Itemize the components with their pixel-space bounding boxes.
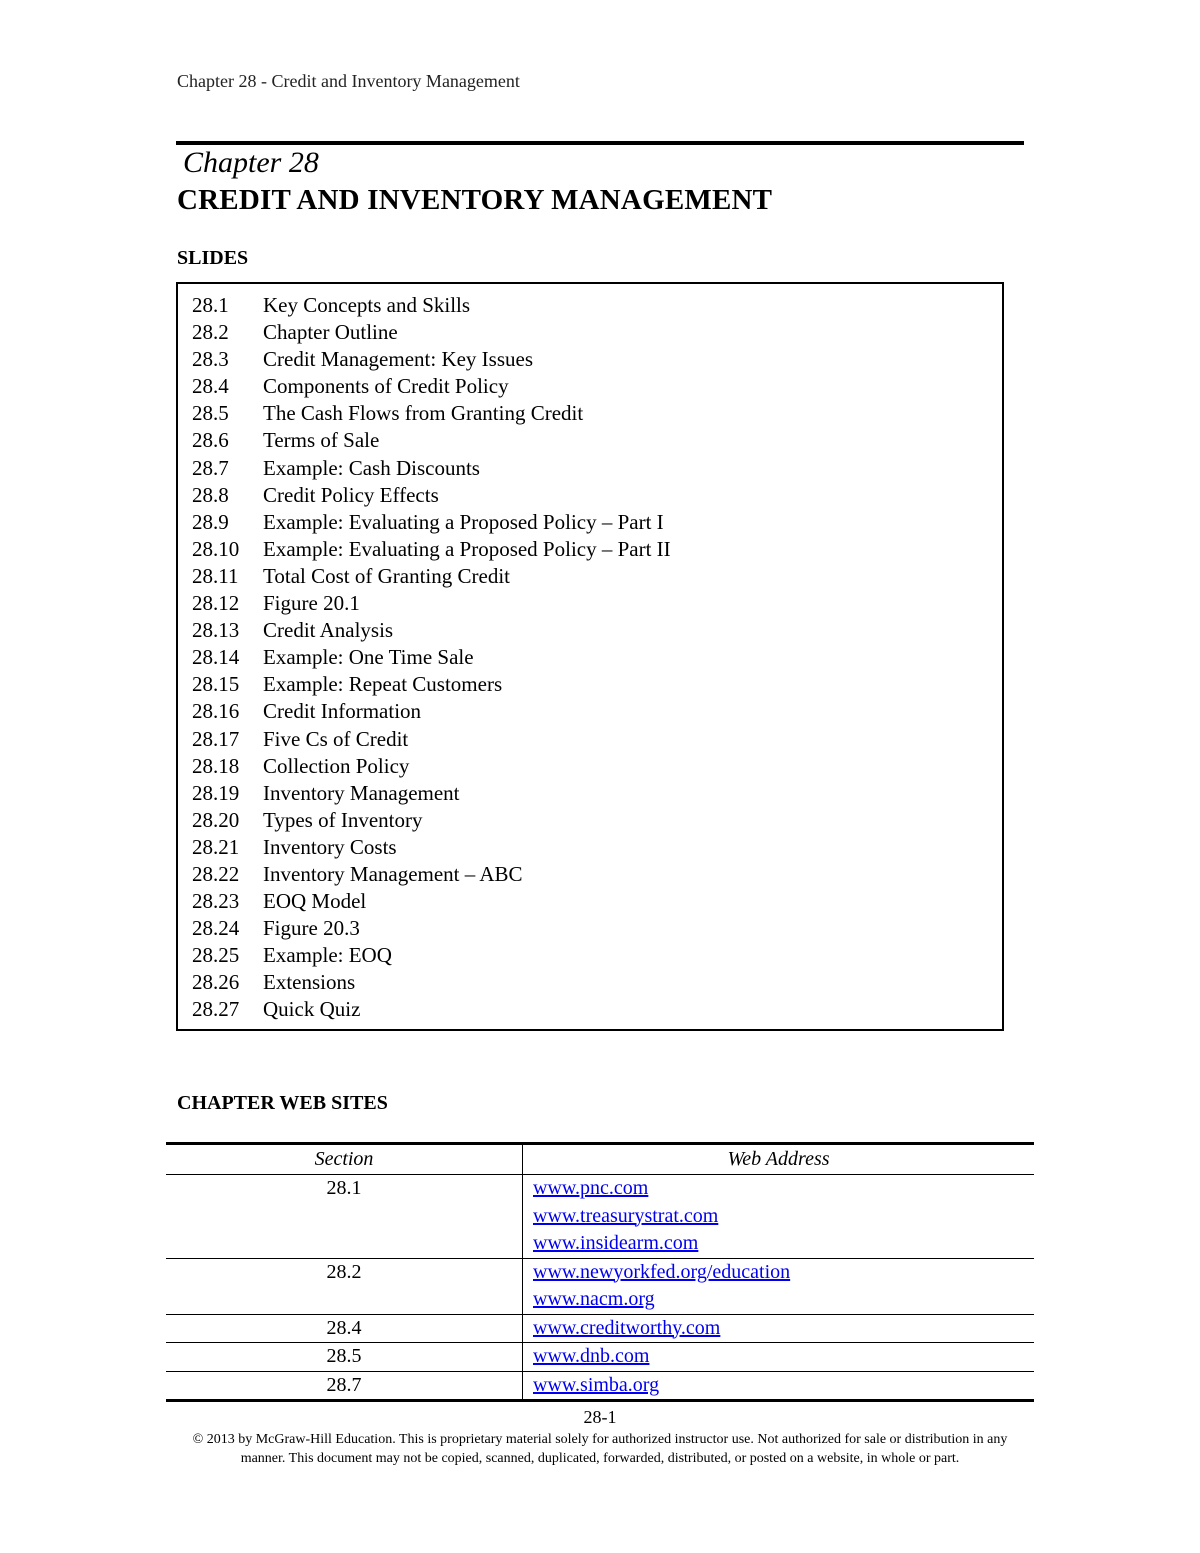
slide-title: Credit Policy Effects	[263, 482, 439, 507]
slide-title: Quick Quiz	[263, 997, 361, 1022]
slide-number: 28.22	[192, 861, 240, 886]
slide-title: Figure 20.3	[263, 916, 360, 941]
list-item	[192, 400, 1002, 427]
slide-number: 28.11	[192, 563, 239, 588]
slide-title: The Cash Flows from Granting Credit	[263, 401, 584, 426]
slide-number: 28.26	[192, 970, 240, 995]
web-link[interactable]: www.dnb.com	[533, 1345, 650, 1367]
slide-title: Inventory Costs	[263, 834, 397, 859]
slide-number: 28.3	[192, 347, 229, 372]
slide-number: 28.15	[192, 672, 240, 697]
list-item	[192, 536, 1002, 563]
slide-number: 28.25	[192, 943, 240, 968]
slide-title: Total Cost of Granting Credit	[263, 563, 510, 588]
section-cell: 28.4	[166, 1314, 523, 1343]
slide-title: Credit Management: Key Issues	[263, 347, 534, 372]
list-item	[192, 726, 1002, 753]
slide-title: Collection Policy	[263, 753, 410, 778]
slide-title: Extensions	[263, 970, 356, 995]
table-row	[166, 1175, 1034, 1259]
slide-title: Figure 20.1	[263, 591, 360, 616]
page-number: 28-1	[583, 1407, 617, 1427]
slide-title: Terms of Sale	[263, 428, 380, 453]
slide-number: 28.1	[192, 293, 229, 317]
list-item	[192, 617, 1002, 644]
web-sites-table	[166, 1142, 1034, 1402]
list-item	[192, 942, 1002, 969]
list-item	[192, 969, 1002, 996]
slide-number: 28.18	[192, 753, 240, 778]
slides-list	[178, 284, 1002, 1024]
slide-title: Example: Cash Discounts	[263, 455, 480, 480]
table-row	[166, 1371, 1034, 1401]
table-header-row	[166, 1144, 1034, 1175]
list-item	[192, 373, 1002, 400]
slide-title: Inventory Management – ABC	[263, 861, 523, 886]
slide-number: 28.4	[192, 374, 229, 399]
list-item	[192, 996, 1002, 1023]
list-item	[192, 346, 1002, 373]
list-item	[192, 807, 1002, 834]
list-item	[192, 780, 1002, 807]
table-row	[166, 1314, 1034, 1343]
list-item	[192, 753, 1002, 780]
list-item	[192, 834, 1002, 861]
list-item	[192, 590, 1002, 617]
web-link[interactable]: www.simba.org	[533, 1373, 660, 1396]
column-header-section: Section	[166, 1144, 523, 1175]
list-item	[192, 319, 1002, 346]
web-address-cell	[523, 1258, 1035, 1314]
slide-number: 28.2	[192, 320, 229, 345]
slides-box	[176, 282, 1004, 1031]
slide-number: 28.24	[192, 916, 240, 941]
slide-number: 28.6	[192, 428, 229, 453]
list-item	[192, 455, 1002, 482]
slide-number: 28.5	[192, 401, 229, 426]
slide-title: Inventory Management	[263, 780, 460, 805]
slide-title: Example: Repeat Customers	[263, 672, 503, 697]
column-header-web-address: Web Address	[523, 1144, 1035, 1175]
slide-number: 28.7	[192, 455, 229, 480]
slides-heading: SLIDES	[177, 247, 249, 269]
list-item	[192, 509, 1002, 536]
list-item	[192, 292, 1002, 319]
copyright-notice: © 2013 by McGraw-Hill Education. This is proprietary material solely for authorized instructor use. Not authorized for sale or distribution in any manner. This document may not be copied, scanned, duplicated, forwarded, distributed, or posted on a website, in whole or part.	[192, 1432, 1008, 1466]
section-cell: 28.5	[166, 1343, 523, 1372]
list-item	[192, 671, 1002, 698]
slide-number: 28.12	[192, 591, 240, 616]
list-item	[192, 698, 1002, 725]
web-link[interactable]: www.newyorkfed.org/education	[533, 1260, 791, 1283]
slide-number: 28.8	[192, 482, 229, 507]
slide-number: 28.17	[192, 726, 240, 751]
slide-number: 28.16	[192, 699, 240, 724]
section-cell: 28.7	[166, 1371, 523, 1401]
list-item	[192, 427, 1002, 454]
web-sites-body	[166, 1175, 1034, 1401]
web-address-cell	[523, 1371, 1035, 1401]
web-link[interactable]: www.nacm.org	[533, 1288, 655, 1310]
slide-title: Example: EOQ	[263, 943, 392, 968]
web-address-cell	[523, 1343, 1035, 1372]
web-sites-heading: CHAPTER WEB SITES	[177, 1092, 388, 1114]
web-link[interactable]: www.treasurystrat.com	[533, 1204, 719, 1227]
slide-title: Credit Information	[263, 699, 422, 724]
list-item	[192, 482, 1002, 509]
slide-number: 28.23	[192, 889, 240, 914]
web-address-cell	[523, 1175, 1035, 1259]
slide-number: 28.13	[192, 618, 240, 643]
table-row	[166, 1343, 1034, 1372]
slide-title: Example: Evaluating a Proposed Policy – Part I	[263, 509, 664, 534]
slide-number: 28.27	[192, 997, 240, 1022]
slide-title: Five Cs of Credit	[263, 726, 409, 751]
slide-title: Components of Credit Policy	[263, 374, 509, 399]
slide-title: Types of Inventory	[263, 807, 423, 832]
running-header: Chapter 28 - Credit and Inventory Management	[177, 71, 520, 91]
web-link[interactable]: www.pnc.com	[533, 1177, 649, 1199]
list-item	[192, 861, 1002, 888]
section-cell: 28.1	[166, 1175, 523, 1259]
slide-number: 28.9	[192, 509, 229, 534]
chapter-title: CREDIT AND INVENTORY MANAGEMENT	[177, 184, 773, 216]
slide-title: EOQ Model	[263, 889, 367, 914]
web-link[interactable]: www.insidearm.com	[533, 1232, 699, 1254]
slide-title: Credit Analysis	[263, 618, 394, 643]
list-item	[192, 644, 1002, 671]
slide-number: 28.20	[192, 807, 240, 832]
slide-title: Example: Evaluating a Proposed Policy – Part II	[263, 536, 671, 561]
web-link[interactable]: www.creditworthy.com	[533, 1316, 721, 1339]
table-row	[166, 1258, 1034, 1314]
slide-title: Key Concepts and Skills	[263, 293, 471, 317]
slide-number: 28.19	[192, 780, 240, 805]
slide-number: 28.21	[192, 834, 240, 859]
slide-number: 28.10	[192, 536, 240, 561]
header-rule	[176, 141, 1024, 145]
chapter-number: Chapter 28	[183, 146, 319, 179]
section-cell: 28.2	[166, 1258, 523, 1314]
list-item	[192, 915, 1002, 942]
list-item	[192, 888, 1002, 915]
web-address-cell	[523, 1314, 1035, 1343]
slide-number: 28.14	[192, 645, 240, 670]
slide-title: Chapter Outline	[263, 320, 398, 345]
slide-title: Example: One Time Sale	[263, 645, 474, 670]
list-item	[192, 563, 1002, 590]
